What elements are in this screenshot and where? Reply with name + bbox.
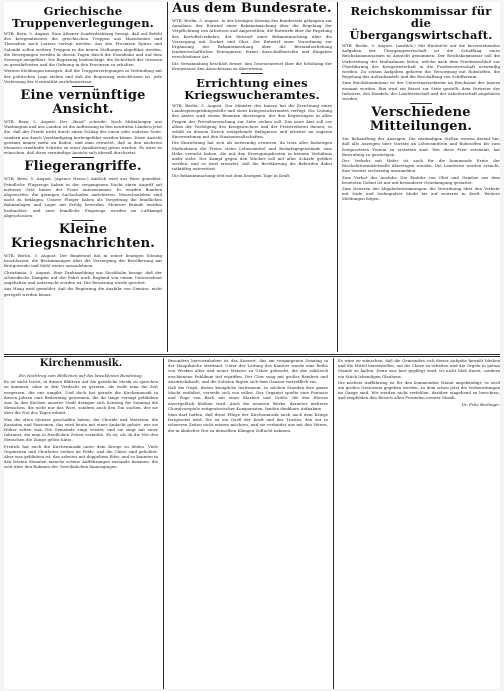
column-rule (333, 358, 334, 689)
article-paragraph: Die Bekanntmachung tritt mit dem heutigen Tage in Kraft. (172, 172, 291, 178)
article-paragraph: WTB. Berlin, 5. August. (Amtlich.) Mit Rücksicht auf die bevorstehenden Aufgaben der Übergangswirtschaft ist die Schaffung eines Reichskommissariats in Aussicht genommen. Der Reichskommissar soll die Vorbereitung der Maßnahmen leiten, welche nach dem Friedensschluß zur Überführung der Kriegswirtschaft in die Friedenswirtschaft notwendig werden. Zu seinen Aufgaben gehören die Versorgung mit Rohstoffen, die Regelung des Außenhandels und die Beschaffung von Schiffsraum. (342, 43, 500, 80)
article-paragraph: Zum Verbot der Ausfuhr. Die Einfuhr von Obst und Gemüse aus dem besetzten Gebiet ist nur mit besonderer Genehmigung gestattet. (342, 174, 500, 185)
article-paragraph: Christiania, 5. August. Eine Drahtmeldung aus Stockholm besagt, daß der schwedische Dampfer auf der Fahrt nach England von einem Unterseeboot angehalten und untersucht worden ist. Die Besatzung wurde gerettet. (4, 269, 162, 286)
headline: Griechische Truppenverlegungen. (12, 4, 154, 30)
feuilleton-paragraph: Man darf hoffen, daß diese Pflege der Kirchenmusik auch nach dem Kriege fortgesetzt wird. Sie ist ein Quell der Kraft und des Trostes, den wir in schweren Zeiten nicht missen möchten, und sie verbindet uns mit den Vätern, die in ähnlicher Not zu denselben Klängen Zuflucht nahmen. (168, 412, 328, 433)
column-rule (167, 2, 168, 352)
article-paragraph: WTB. Bern, 5. August. Eine Athener Sonderdrahtung besagt, daß auf Befehl des Kriegsministers die griechischen Truppen aus Mazedonien und Thessalien nach Larissa verlegt werden. Aus den Provinzen Epirus und Saloniki sollen weitere Truppen in die neuen Stellungen abgeführt werden, die Bewegungen werden in diesen Tagen durch die Eisenbahn und auf dem Seewege ausgeführt. Die Regierung beabsichtigt, die Sicherheit der Grenzen zu gewährleisten und die Ordnung in den Provinzen zu erhalten. (4, 31, 162, 68)
headline: Kleine Kriegsnachrichten. (10, 222, 156, 252)
feuilleton-paragraph: Freilich hat auch die Kirchenmusik unter dem Kriege zu leiden. Viele Organisten und Chorleiter stehen im Felde, und die Chöre sind gelichtet. Aber was geblieben ist, das arbeitet mit doppeltem Eifer, und so konnten in den letzten Monaten manche schöne Aufführungen zustande kommen, die weit über den Rahmen des Gewöhnlichen hinausgingen. (4, 443, 158, 470)
author-signature: Dr. Fritz Brelinger. (461, 401, 500, 407)
feuilleton-rule (4, 356, 500, 357)
article-paragraph: WTB. Berlin, 5. August. In der heutigen Sitzung des Bundesrats gelangten zur Annahme: der Entwurf einer Bekanntmachung über die Regelung der Verpflichtung von Arbeitern und Angestellten, die Entwürfe über die Regelung des Kartoffelverkehrs, der Entwurf einer Bekanntmachung über die Versorgung mit Zucker und Obst, der Entwurf einer Verordnung zur Ergänzung der Bekanntmachung über die Bestandserhebung landwirtschaftlicher Erzeugnisse, ferner Ausschußberichte und Eingaben verschiedener Art. (172, 18, 332, 60)
feuilleton-column-middle (168, 358, 328, 689)
article-paragraph: Zum Neueren der Abgabebestimmungen: die Verordnung über den Verkehr mit Seife und Seifenpulver bleibt bis auf weiteres in Kraft. Weitere Meldungen folgen. (342, 186, 500, 202)
article-paragraph: Zum Reichskommissar ist der Unterstaatssekretär im Reichsamt des Innern ernannt worden. Ihm wird ein Beirat zur Seite gestellt, dem Vertreter der Industrie, des Handels, der Landwirtschaft und der Arbeiterschaft angehören werden. (342, 80, 500, 102)
article-paragraph: Die Einrichtung hat sich als notwendig erwiesen, da trotz aller bisherigen Maßnahmen die Preise vieler Lebensmittel und Bedarfsgegenstände eine Höhe erreicht haben, die mit den Erzeugungskosten in keinem Verhältnis mehr steht. Der Kampf gegen den Wucher soll mit aller Schärfe geführt werden, und es wird erwartet, daß die Bevölkerung die Behörden dabei tatkräftig unterstützt. (172, 140, 332, 172)
feuilleton-paragraph: Besonders hervorzuheben ist das Konzert, das am vergangenen Sonntag in der Hauptkirche stattfand. Unter der Leitung des Kantors wurde eine Reihe von Werken alter und neuer Meister zu Gehör gebracht, die das zahlreich erschienene Publikum tief ergriffen. Der Chor sang mit großer Reinheit und Ausdruckskraft, und die Solisten fügten sich dem Ganzen vortrefflich ein. (168, 358, 328, 384)
section-divider (410, 103, 432, 104)
news-column-left (4, 2, 162, 352)
feuilleton-title: Kirchenmusik. (39, 358, 123, 369)
article-paragraph: Die Versammlung beschloß ferner, den Gesetzentwurf über die Erhöhung der Kriegsteuer den Ausschüssen zu überweisen. (172, 60, 332, 71)
feuilleton-column-right (338, 358, 500, 689)
section-divider (72, 220, 94, 221)
feuilleton-intro: Ein Nachtrag zum Bildlichen auf das Musikfestes Bundestag. (19, 373, 143, 378)
headline: Fliegerangriffe. (24, 159, 142, 175)
headline: Aus dem Bundesrate. (172, 2, 332, 16)
article-paragraph: Weitere Meldungen besagen, daß die Truppenverlegungen in Verbindung mit der politischen Lage stehen und daß die Regierung entschlossen ist, jede Verletzung der Neutralität zurückzuweisen. (4, 68, 162, 84)
headline: Errichtung eines Kriegswucheramtes. (184, 76, 320, 103)
feuilleton-section (4, 358, 500, 689)
headline: Verschiedene Mitteilungen. (369, 105, 473, 135)
article-paragraph: WTB. Berlin, 5. August. Der Minister des Innern hat die Errichtung eines Landespreisprüfungsstelle und eines Kriegswucheramtes verfügt. Die Leitung des Amtes wird einem Beamten übertragen, der den Regierungen in allen Fragen der Preisüberwachung zur Seite stehen soll. Das neue Amt soll vor allem der Verfolgung des Kriegswuchers und der Preistreiberei dienen; es erhält zu diesem Zweck weitgehende Befugnisse und arbeitet im engsten Einvernehmen mit den Staatsanwaltschaften. (172, 103, 332, 140)
section-divider (72, 86, 94, 87)
feuilleton-paragraph: Es wäre zu wünschen, daß die Gemeinden sich dieser Aufgabe bewußt bleiben und die Mittel bereitstellen, um die Chöre zu erhalten und die Orgeln in gutem Stande zu halten. Denn was hier gepflegt wird, ist nicht bloß Kunst, sondern ein Stück lebendigen Glaubens. (338, 358, 500, 379)
column-rule (337, 2, 338, 352)
feuilleton-paragraph: Es ist nicht leicht, in diesen Blättern auf die geistliche Musik zu sprechen zu kommen, ohne in den Verdacht zu geraten, als wolle man die Zeit vergessen, die uns umgibt. Und doch hat gerade die Kirchenmusik in diesen Jahren eine Bedeutung gewonnen, die ihr lange versagt geblieben war. In den Kirchen unserer Stadt drängen sich Sonntag für Sonntag die Menschen, die nicht nur das Wort, sondern auch den Ton suchen, der sie über die Not des Tages erhebt. (4, 379, 158, 416)
article-paragraph: Zur Behandlung der Anzeigen. Die zuständigen Stellen weisen darauf hin, daß alle Anzeigen über Vorräte an Lebensmitteln und Rohstoffen bis zum festgesetzten Termin zu erstatten sind. Wer diese Frist versäumt, hat Bestrafung zu gewärtigen. (342, 136, 500, 157)
news-band (4, 2, 500, 352)
article-paragraph: WTB. Berlin, 5. August. Der Bundesrat hat in seiner heutigen Sitzung beschlossen, die Bestimmungen über die Versorgung der Bevölkerung mit Brotgetreide und Mehl weiter auszudehnen. (4, 253, 162, 269)
feuilleton-rule (4, 354, 500, 355)
headline: Reichskommissar für die Übergangswirtschaft. (349, 4, 493, 42)
feuilleton-paragraph: Was die alten Meister geschaffen haben, die Choräle und Motetten, die Kantaten und Passionen, das wird heute mit einer Andacht gehört, wie sie früher selten war. Die Gemeinde singt wieder, und sie singt mit einer Inbrunst, die man in friedlichen Zeiten vermißte. Es ist, als ob die Not den Menschen die Zunge gelöst hätte. (4, 416, 158, 443)
article-paragraph: Aus Haag wird gemeldet, daß die Regierung die Ausfuhr von Gemüse, nicht geregelt werden könne. (4, 286, 162, 297)
feuilleton-paragraph: Daß die Orgel, dieses königliche Instrument, in solchen Stunden ihre ganze Macht entfaltet, versteht sich von selbst. Der Organist spielte eine Fantasie und Fuge von Bach mit einer Klarheit und Größe, die den Hörern unvergeßlich bleiben wird. Auch die neueren Werke, darunter mehrere Choralvorspiele zeitgenössischer Komponisten, fanden dankbare Aufnahme. (168, 385, 328, 411)
article-paragraph: Der Verkehr mit Hafer ist auch für die kommende Ernte der Reichsfuttermittelstelle übertragen worden. Die Landwirte werden ersucht, ihre Vorräte rechtzeitig anzumelden. (342, 158, 500, 174)
headline: Eine vernünftige Ansicht. (20, 88, 146, 118)
feuilleton-paragraph: Die nächste Aufführung ist für den kommenden Monat angekündigt; es wird ein großes Oratorium gegeben werden, zu dem schon jetzt die Vorbereitungen im Gange sind. Wir werden nicht verfehlen, darüber eingehend zu berichten, und empfehlen den Besuch allen Freunden ernster Musik. (338, 379, 500, 401)
article-paragraph: WTB. Bern, 5. August. Der „Bund“ schreibt: Nach Mitteilungen aus Washington und aus London ist die Auffassung in den neutralen Ländern jetzt die, daß der Friede nicht durch einen Schlag der einen oder anderen Seite, sondern nur durch Verständigung herbeigeführt werden könne. Diese Ansicht gewinnt immer mehr an Boden, und man erwartet, daß in den nächsten Monaten ernsthafte Schritte zu einer Annäherung getan werden. Es wäre zu wünschen, daß diese vernünftige Ansicht sich überall durchsetzt. (4, 119, 162, 156)
news-column-right (342, 2, 500, 352)
article-paragraph: WTB. Bern, 5. August. (Agence Havas.) Amtlich wird aus Paris gemeldet: Feindliche Flugzeuge haben in der vergangenen Nacht einen Angriff auf mehrere Orte hinter der Front unternommen. Es wurden Bomben abgeworfen, die geringen Sachschaden anrichteten. Menschenleben sind nicht zu beklagen. Unsere Flieger haben als Vergeltung die feindlichen Bahnanlagen und Lager mit Erfolg beworfen. Mehrere Brände wurden beobachtet, und zwei feindliche Flugzeuge wurden im Luftkampf abgeschossen. (4, 176, 162, 218)
feuilleton-column-left (4, 358, 158, 689)
column-rule (163, 358, 164, 689)
section-divider (72, 157, 94, 158)
section-divider (241, 73, 263, 74)
newspaper-page (4, 2, 500, 689)
news-column-middle (172, 2, 332, 352)
